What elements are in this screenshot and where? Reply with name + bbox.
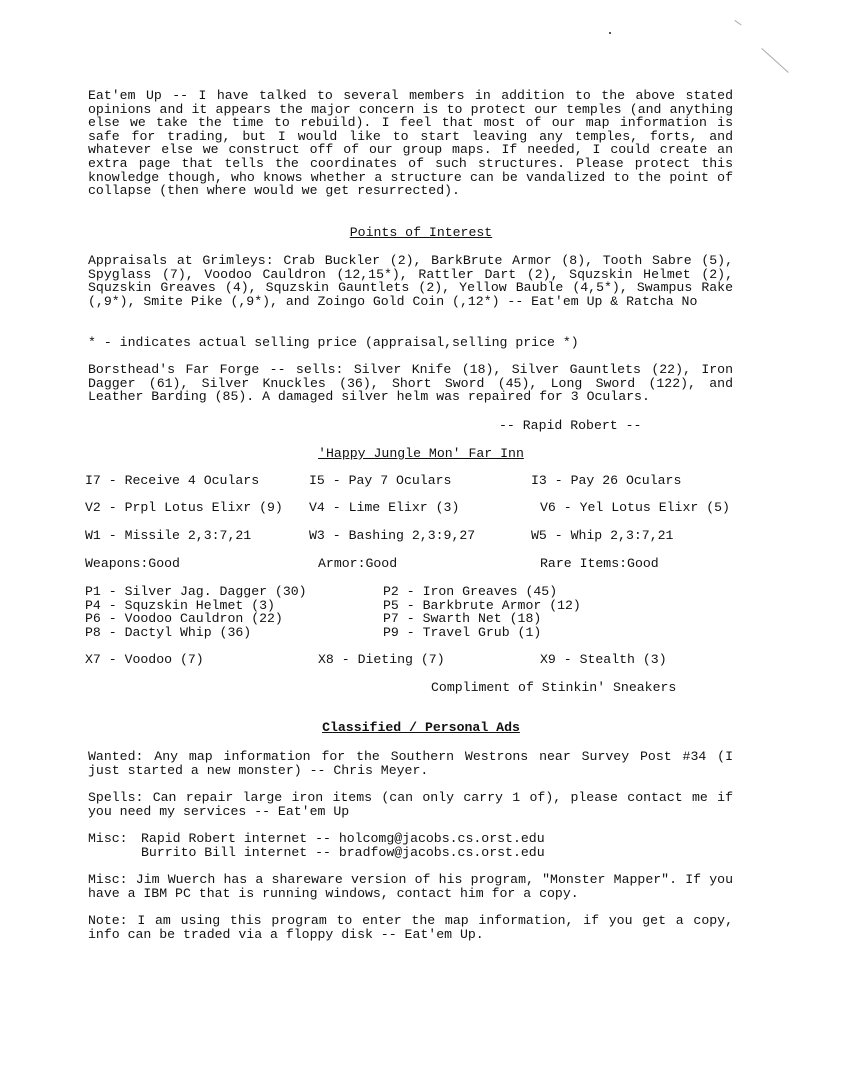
inn-entry: Weapons:Good xyxy=(85,556,180,571)
inn-row-x xyxy=(85,653,745,667)
scan-mark xyxy=(734,20,741,25)
inn-entry: Armor:Good xyxy=(318,556,398,571)
wanted-ad: Wanted: Any map information for the Southern Westrons near Survey Post #34 (I just started a new monster) -- Chris Meyer. xyxy=(88,749,733,778)
inn-entry: I3 - Pay 26 Oculars xyxy=(531,473,682,488)
spells-ad: Spells: Can repair large iron items (can only carry 1 of), please contact me if you need my services -- Eat'em Up xyxy=(88,790,733,819)
inn-entry: W5 - Whip 2,3:7,21 xyxy=(531,528,674,543)
inn-entry: P1 - Silver Jag. Dagger (30) xyxy=(85,584,307,599)
inn-entry: X8 - Dieting (7) xyxy=(318,652,445,667)
inn-entry: P7 - Swarth Net (18) xyxy=(383,611,542,627)
inn-entry: V4 - Lime Elixr (3) xyxy=(309,500,460,515)
inn-entry: P4 - Squzskin Helmet (3) xyxy=(85,597,275,613)
intro-paragraph: Eat'em Up -- I have talked to several members in addition to the above stated opinions and it appears the major concern is to protect our temples (and anything else we take the time to rebuild). I feel that most of our map information is safe for trading, but I would like to start leaving any temples, forts, and whatever else we construct off of our group maps. If needed, I could create an extra page that tells the coordinates of such structures. Please protect this knowledge though, who knows whether a structure can be vandalized to the point of collapse (then where would we get resurrected). xyxy=(88,88,733,199)
inn-entry: W3 - Bashing 2,3:9,27 xyxy=(309,528,476,543)
inn-row-quality xyxy=(85,557,745,571)
note-ad: Note: I am using this program to enter the map information, if you get a copy, info can be traded via a floppy disk -- Eat'em Up. xyxy=(88,913,733,942)
inn-entry: V6 - Yel Lotus Elixr (5) xyxy=(540,500,730,515)
inn-entry: P5 - Barkbrute Armor (12) xyxy=(383,597,581,613)
misc-label: Misc: xyxy=(88,831,128,846)
inn-heading: 'Happy Jungle Mon' Far Inn xyxy=(318,446,524,461)
inn-row-v xyxy=(85,501,745,515)
scan-speck xyxy=(609,32,611,34)
inn-entry: V2 - Prpl Lotus Elixr (9) xyxy=(85,500,283,515)
inn-p-list-left xyxy=(85,585,345,639)
forge-paragraph: Borsthead's Far Forge -- sells: Silver Knife (18), Silver Gauntlets (22), Iron Dagger (61), Silver Knuckles (36), Short Sword (45), Long Sword (122), and Leather Barding (85). A damaged silver helm was repaired for 3 Oculars. xyxy=(88,362,733,405)
inn-p-list-right xyxy=(383,585,643,639)
inn-entry: P2 - Iron Greaves (45) xyxy=(383,584,558,599)
inn-entry: P6 - Voodoo Cauldron (22) xyxy=(85,611,283,627)
inn-entry: W1 - Missile 2,3:7,21 xyxy=(85,528,252,543)
signature: -- Rapid Robert -- xyxy=(499,418,642,433)
inn-entry: I5 - Pay 7 Oculars xyxy=(309,473,452,488)
inn-row-i xyxy=(85,474,745,488)
inn-entry: X9 - Stealth (3) xyxy=(540,652,667,667)
scan-mark xyxy=(761,48,788,73)
inn-entry: I7 - Receive 4 Oculars xyxy=(85,473,260,488)
inn-entry: Rare Items:Good xyxy=(540,556,659,571)
footnote-paragraph: * - indicates actual selling price (appraisal,selling price *) xyxy=(88,335,579,350)
appraisals-paragraph: Appraisals at Grimleys: Crab Buckler (2), BarkBrute Armor (8), Tooth Sabre (5), Spyglass (7), Voodoo Cauldron (12,15*), Rattler Dart (2), Squzskin Helmet (2), Squzskin Greaves (4), Squzskin Gauntlets (2), Yellow Bauble (4,5*), Swampus Rake (,9*), Smite Pike (,9*), and Zoingo Gold Coin (,12*) -- Eat'em Up & Ratcha No xyxy=(88,253,733,309)
misc-ad-2: Misc: Jim Wuerch has a shareware version of his program, "Monster Mapper". If you have a IBM PC that is running windows, contact him for a copy. xyxy=(88,872,733,901)
inn-entry: P9 - Travel Grub (1) xyxy=(383,624,542,640)
misc-contact-1: Rapid Robert internet -- holcomg@jacobs.cs.orst.edu xyxy=(141,831,545,846)
inn-compliment: Compliment of Stinkin' Sneakers xyxy=(431,680,677,695)
points-of-interest-heading: Points of Interest xyxy=(349,225,493,240)
inn-entry: P8 - Dactyl Whip (36) xyxy=(85,624,252,640)
inn-row-w xyxy=(85,529,745,543)
misc-contact-2: Burrito Bill internet -- bradfow@jacobs.cs.orst.edu xyxy=(141,845,545,860)
classified-heading: Classified / Personal Ads xyxy=(322,720,520,735)
inn-entry: X7 - Voodoo (7) xyxy=(85,652,204,667)
